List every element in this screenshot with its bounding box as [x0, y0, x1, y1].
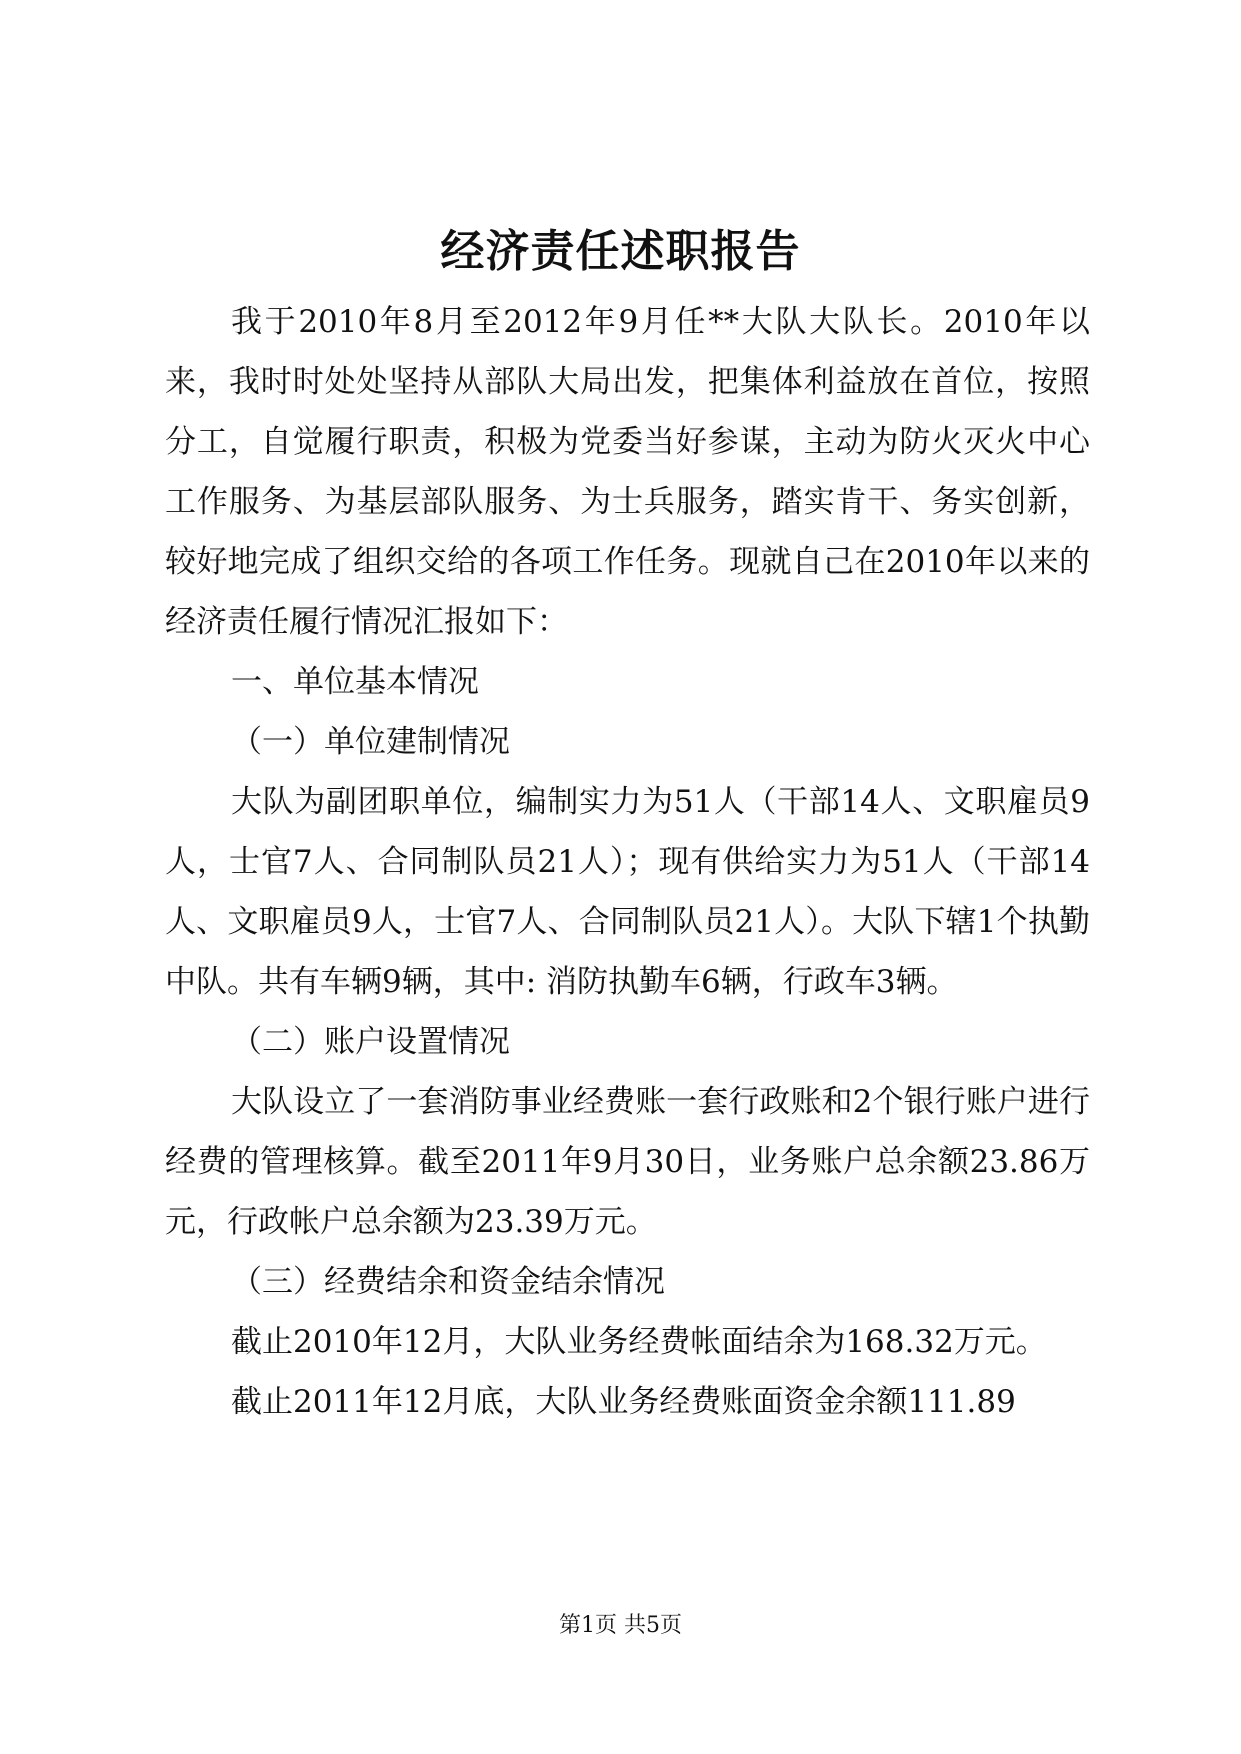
- section-heading-1: 一、单位基本情况: [231, 664, 479, 700]
- paragraph-balance-2010: 截止2010年12月，大队业务经费帐面结余为168.32万元。: [231, 1324, 1047, 1360]
- document-body: [165, 292, 1090, 1432]
- paragraph-accounts: 大队设立了一套消防事业经费账一套行政账和2个银行账户进行经费的管理核算。截至2011年9月30日，业务账户总余额23.86万元，行政帐户总余额为23.39万元。: [165, 1084, 1090, 1240]
- paragraph-balance-2011: 截止2011年12月底，大队业务经费账面资金余额111.89: [231, 1384, 1016, 1420]
- document-title: 经济责任述职报告: [440, 226, 801, 277]
- subsection-heading-3: （三）经费结余和资金结余情况: [231, 1264, 665, 1300]
- subsection-heading-2: （二）账户设置情况: [231, 1024, 510, 1060]
- subsection-heading-1: （一）单位建制情况: [231, 724, 510, 760]
- paragraph-staffing: 大队为副团职单位，编制实力为51人（干部14人、文职雇员9人，士官7人、合同制队员21人）；现有供给实力为51人（干部14人、文职雇员9人，士官7人、合同制队员21人）。大队下辖1个执勤中队。共有车辆9辆，其中: 消防执勤车6辆，行政车3辆。: [165, 784, 1090, 1000]
- paragraph-intro: 我于2010年8月至2012年9月任**大队大队长。2010年以来，我时时处处坚持从部队大局出发，把集体利益放在首位，按照分工，自觉履行职责，积极为党委当好参谋，主动为防火灭火中心工作服务、为基层部队服务、为士兵服务，踏实肯干、务实创新，较好地完成了组织交给的各项工作任务。现就自己在2010年以来的经济责任履行情况汇报如下：: [165, 304, 1090, 640]
- page-number-footer: 第1页 共5页: [559, 1613, 682, 1638]
